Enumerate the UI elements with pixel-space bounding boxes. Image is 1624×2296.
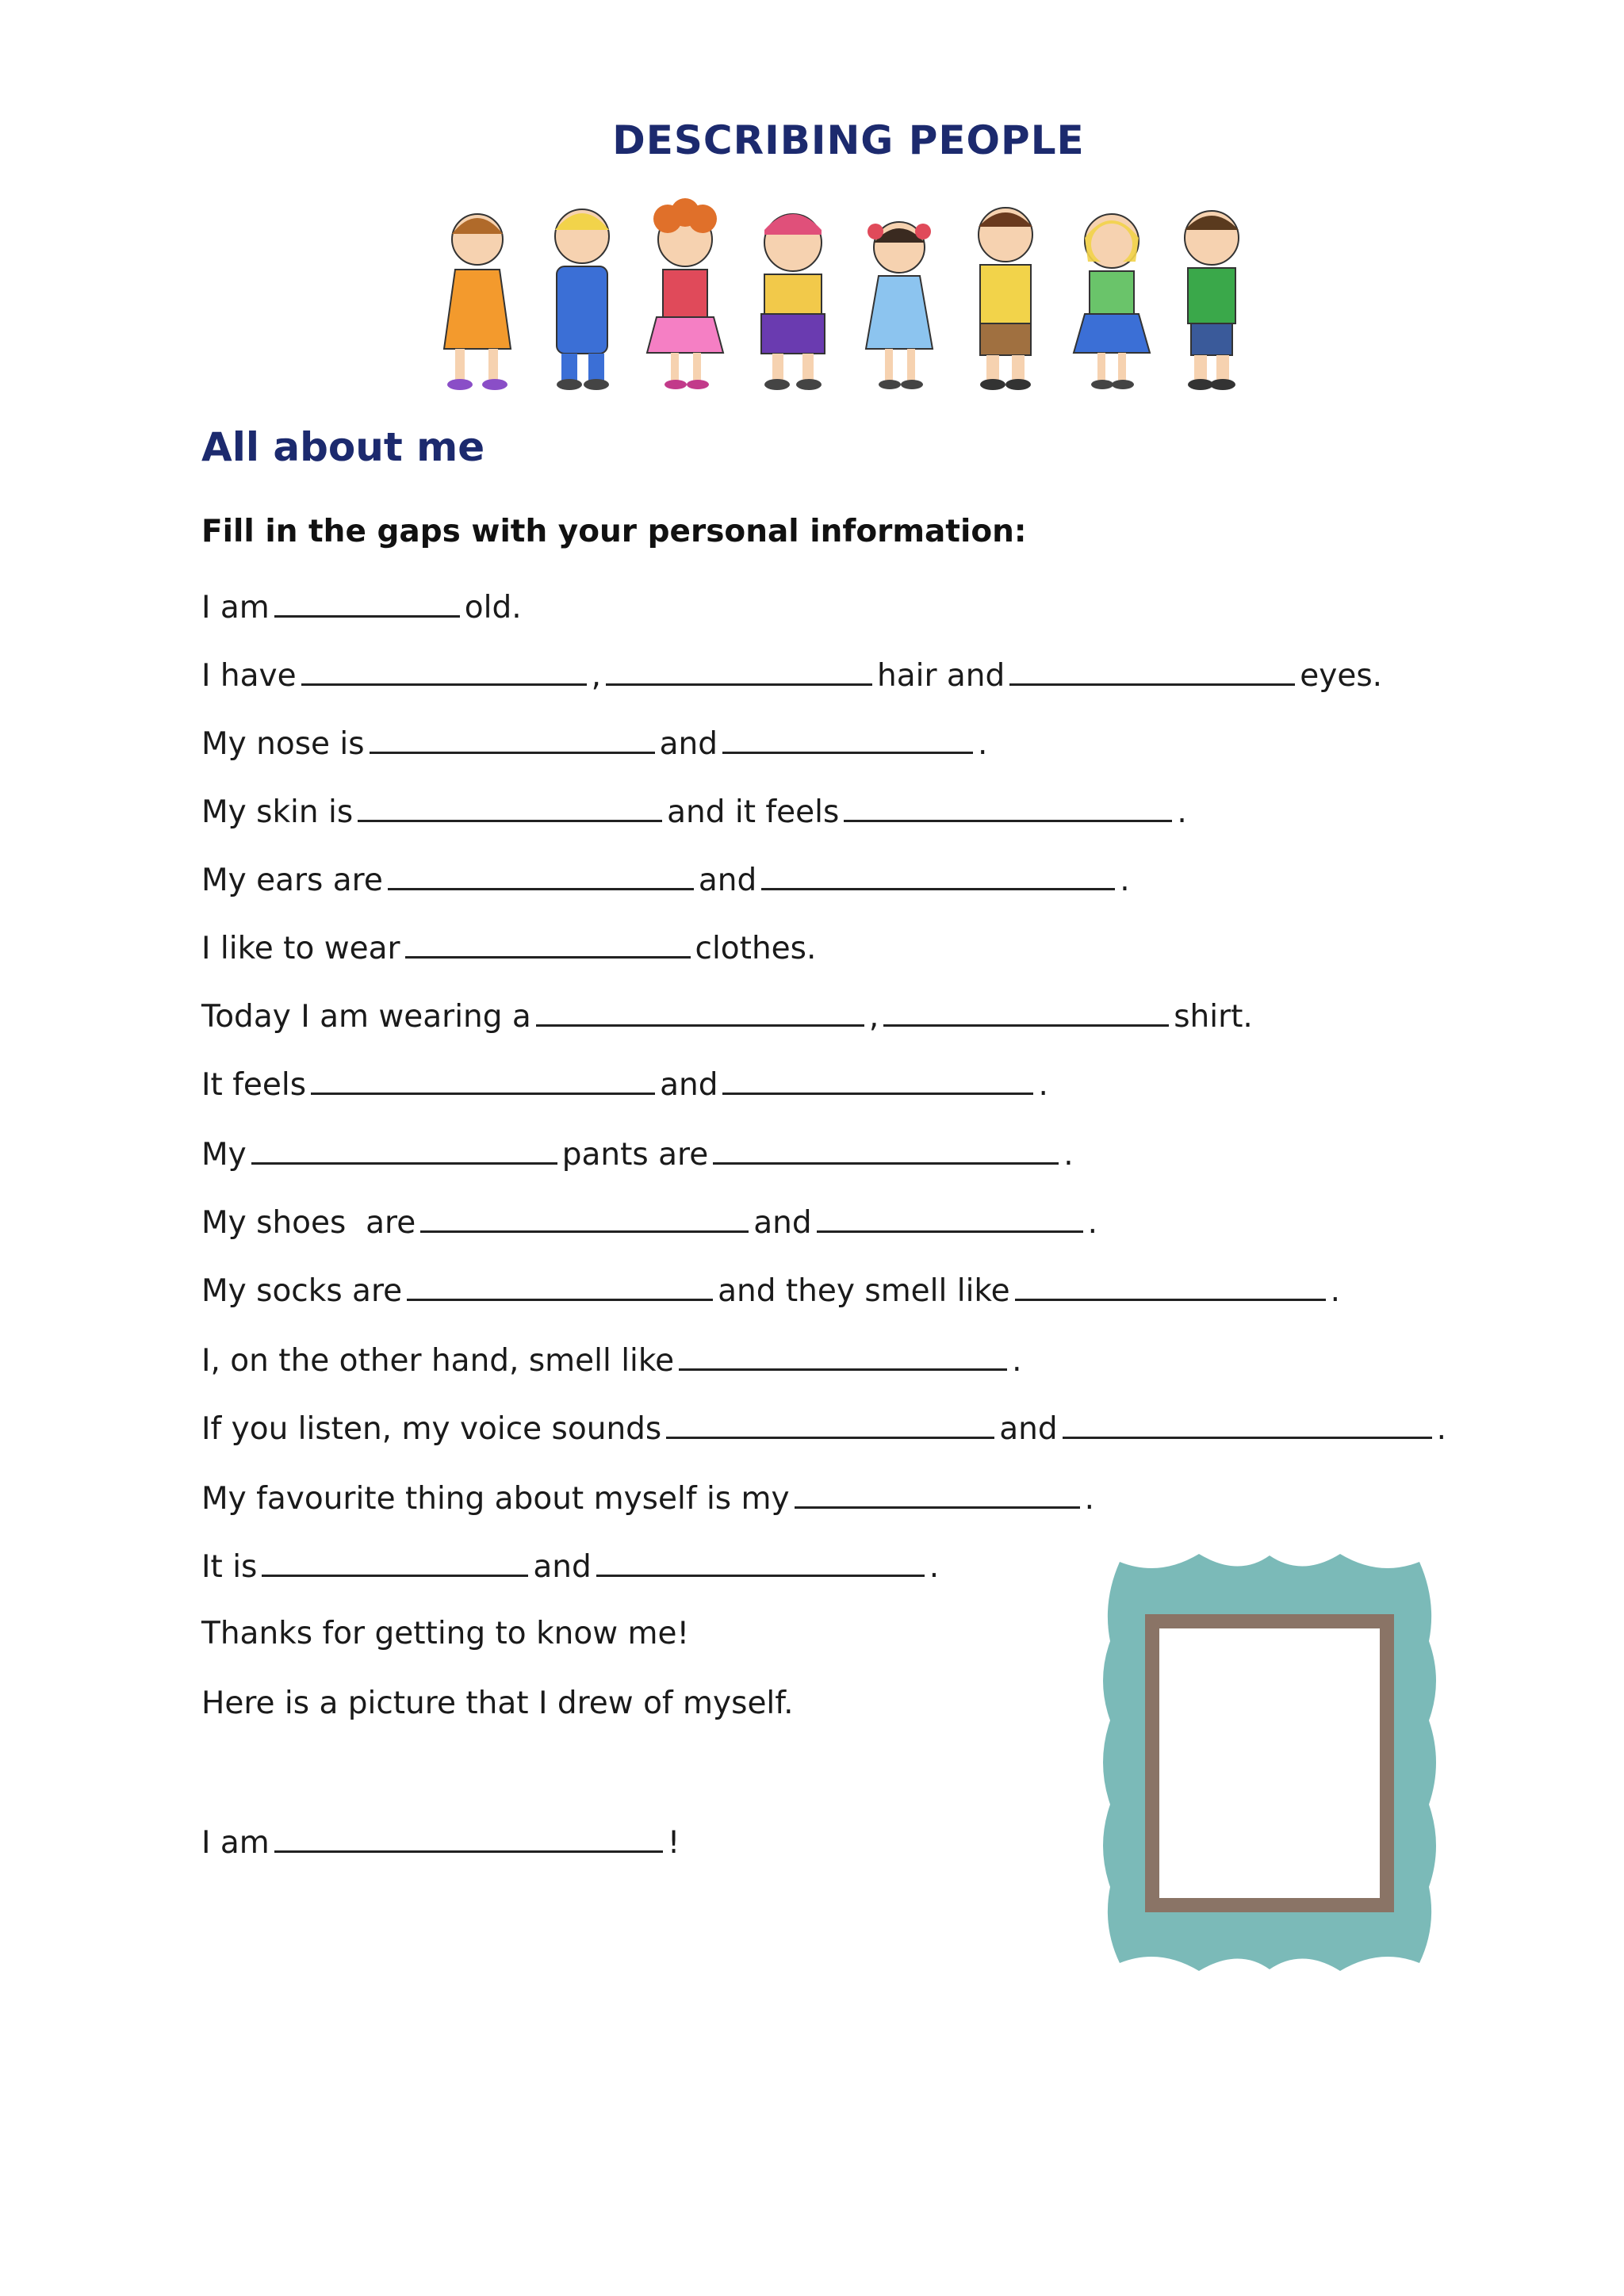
blank-field[interactable]	[596, 1546, 925, 1577]
sentence-skin: My skin is and it feels .	[201, 791, 1187, 832]
blank-field[interactable]	[679, 1340, 1007, 1371]
blank-field[interactable]	[666, 1408, 994, 1439]
child-4	[761, 214, 825, 390]
blank-field[interactable]	[407, 1270, 713, 1301]
blank-field[interactable]	[795, 1478, 1080, 1509]
child-7	[1074, 214, 1150, 389]
sentence-nose: My nose is and .	[201, 723, 987, 764]
sentence-clothes: I like to wear clothes.	[201, 928, 816, 969]
blank-field[interactable]	[301, 655, 587, 686]
blank-field[interactable]	[844, 791, 1172, 822]
sentence-pants: My pants are .	[201, 1134, 1074, 1175]
blank-field[interactable]	[405, 928, 691, 959]
blank-field[interactable]	[358, 791, 662, 822]
sentence-smell: I, on the other hand, smell like .	[201, 1340, 1022, 1381]
blank-field[interactable]	[370, 723, 655, 754]
sentence-i-am: I am !	[201, 1822, 680, 1863]
child-5	[866, 222, 933, 389]
instruction-text: Fill in the gaps with your personal information:	[201, 514, 1027, 549]
blank-field[interactable]	[606, 655, 872, 686]
blank-field[interactable]	[722, 723, 973, 754]
blank-field[interactable]	[761, 859, 1115, 890]
sentence-age: I am old.	[201, 587, 522, 628]
blank-field[interactable]	[817, 1202, 1083, 1233]
blank-field[interactable]	[274, 587, 460, 618]
sentence-ears: My ears are and .	[201, 859, 1130, 901]
blank-field[interactable]	[274, 1822, 663, 1853]
child-2	[555, 209, 609, 390]
blank-field[interactable]	[536, 996, 864, 1027]
sentence-favourite: My favourite thing about myself is my .	[201, 1478, 1094, 1519]
sentence-thanks: Thanks for getting to know me!	[201, 1616, 690, 1651]
sentence-socks: My socks are and they smell like .	[201, 1270, 1340, 1311]
child-6	[979, 208, 1032, 390]
sentence-feels: It feels and .	[201, 1064, 1048, 1105]
blank-field[interactable]	[713, 1134, 1059, 1165]
blank-field[interactable]	[1063, 1408, 1432, 1439]
blank-field[interactable]	[722, 1064, 1033, 1095]
section-heading: All about me	[201, 424, 485, 470]
blank-field[interactable]	[251, 1134, 557, 1165]
blank-field[interactable]	[388, 859, 694, 890]
blank-field[interactable]	[1009, 655, 1295, 686]
blank-field[interactable]	[420, 1202, 749, 1233]
sentence-shirt: Today I am wearing a , shirt.	[201, 996, 1253, 1037]
child-1	[444, 214, 511, 390]
blank-field[interactable]	[1015, 1270, 1326, 1301]
sentence-shoes: My shoes are and .	[201, 1202, 1097, 1243]
sentence-hair-eyes: I have , hair and eyes.	[201, 655, 1382, 696]
child-3	[647, 198, 723, 389]
picture-frame-icon	[1096, 1546, 1443, 1979]
blank-field[interactable]	[262, 1546, 528, 1577]
sentence-voice: If you listen, my voice sounds and .	[201, 1408, 1446, 1449]
page-title: DESCRIBING PEOPLE	[612, 117, 1085, 163]
blank-field[interactable]	[311, 1064, 655, 1095]
blank-field[interactable]	[883, 996, 1169, 1027]
sentence-it-is: It is and .	[201, 1546, 939, 1587]
sentence-picture: Here is a picture that I drew of myself.	[201, 1686, 794, 1721]
children-group-illustration	[406, 190, 1270, 396]
child-8	[1185, 211, 1239, 390]
